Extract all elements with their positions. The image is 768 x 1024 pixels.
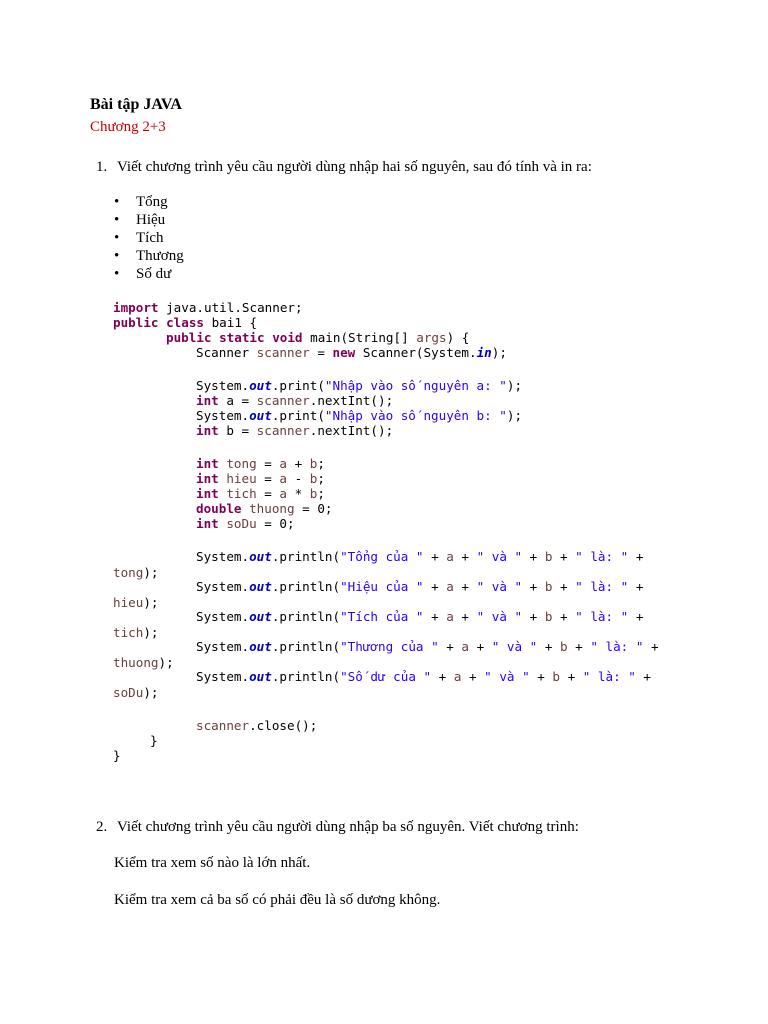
code-text: + xyxy=(635,669,652,684)
document-subtitle: Chương 2+3 xyxy=(90,119,166,135)
question-2-paragraph-2: Kiểm tra xem cả ba số có phải đều là số dương không. xyxy=(114,892,441,908)
code-text: ; xyxy=(317,471,325,486)
code-variable: a xyxy=(279,471,288,486)
code-string: " là: " xyxy=(575,549,629,564)
code-line xyxy=(113,625,159,640)
code-string: "Số dư của " xyxy=(340,669,432,684)
code-text: ); xyxy=(143,625,159,640)
code-string: " là: " xyxy=(590,639,644,654)
code-line xyxy=(196,408,522,423)
code-variable: scanner xyxy=(256,393,310,408)
code-text: .print( xyxy=(271,408,325,423)
code-text: = xyxy=(256,486,280,501)
code-text: .println( xyxy=(271,549,341,564)
question-2-number: 2. xyxy=(96,819,108,835)
code-text: + xyxy=(628,609,644,624)
code-text: } xyxy=(150,733,158,748)
question-1-text: Viết chương trình yêu cầu người dùng nhập hai số nguyên, sau đó tính và in ra: xyxy=(117,159,592,175)
code-variable: b xyxy=(544,549,553,564)
code-text: ); xyxy=(506,408,523,423)
code-string: "Hiệu của " xyxy=(340,579,424,594)
code-variable: hieu xyxy=(113,595,144,610)
code-text: + xyxy=(552,609,576,624)
code-line xyxy=(196,423,393,438)
code-text: * xyxy=(287,486,310,501)
code-line xyxy=(196,669,651,684)
code-variable: args xyxy=(416,330,447,345)
code-line xyxy=(196,609,643,624)
code-keyword: new xyxy=(332,345,356,360)
code-text: ) { xyxy=(446,330,470,345)
code-text: .print( xyxy=(271,378,325,393)
code-text: + xyxy=(423,579,447,594)
code-string: " và " xyxy=(484,669,530,684)
code-line xyxy=(196,501,333,516)
code-variable: b xyxy=(560,639,568,654)
code-text: ); xyxy=(506,378,523,393)
code-variable: b xyxy=(309,456,318,471)
code-text: + xyxy=(522,549,545,564)
code-keyword: class xyxy=(166,315,205,330)
code-text: + xyxy=(431,669,454,684)
code-text: + xyxy=(453,579,477,594)
question-2-text: Viết chương trình yêu cầu người dùng nhập ba số nguyên. Viết chương trình: xyxy=(117,819,579,835)
code-text: = xyxy=(309,345,333,360)
code-text: + xyxy=(552,549,576,564)
code-line xyxy=(113,565,159,580)
code-line xyxy=(113,300,303,315)
code-variable: a xyxy=(446,609,454,624)
code-field: in xyxy=(476,345,492,360)
code-text: .close(); xyxy=(249,718,318,733)
code-text: + xyxy=(529,669,553,684)
code-string: "Thương của " xyxy=(340,639,439,654)
code-variable: tong xyxy=(113,565,144,580)
code-keyword: public xyxy=(113,315,159,330)
code-text: .println( xyxy=(271,639,341,654)
code-text: + xyxy=(287,456,310,471)
code-keyword: void xyxy=(272,330,303,345)
code-variable: b xyxy=(309,486,318,501)
code-line xyxy=(113,748,121,763)
code-text: = xyxy=(256,456,280,471)
code-variable: a xyxy=(279,486,288,501)
code-variable: b xyxy=(544,609,553,624)
code-variable: thuong xyxy=(113,655,159,670)
code-text: .println( xyxy=(271,609,341,624)
code-text: ); xyxy=(143,595,159,610)
code-variable: scanner xyxy=(196,718,250,733)
code-keyword: int xyxy=(196,471,219,486)
code-text: ); xyxy=(143,565,159,580)
code-string: "Tổng của " xyxy=(340,549,424,564)
code-string: "Nhập vào số nguyên a: " xyxy=(324,378,507,393)
code-text: = 0; xyxy=(256,516,295,531)
list-item: Số dư xyxy=(136,266,172,282)
code-variable: a xyxy=(453,669,462,684)
code-text xyxy=(159,315,167,330)
code-variable: thuong xyxy=(241,501,295,516)
code-variable: tich xyxy=(113,625,144,640)
code-line xyxy=(196,639,659,654)
code-text: java.util.Scanner; xyxy=(158,300,303,315)
code-text: b = xyxy=(218,423,257,438)
code-string: "Nhập vào số nguyên b: " xyxy=(324,408,507,423)
document-title: Bài tập JAVA xyxy=(90,96,182,113)
code-string: " là: " xyxy=(575,609,629,624)
code-field: out xyxy=(249,378,272,393)
bullet-icon: • xyxy=(114,230,120,246)
code-variable: b xyxy=(552,669,561,684)
code-line xyxy=(196,516,295,531)
code-string: " và " xyxy=(476,549,523,564)
code-variable: scanner xyxy=(256,423,310,438)
code-text: + xyxy=(522,609,545,624)
code-variable: b xyxy=(309,471,318,486)
code-text: + xyxy=(469,639,492,654)
code-text: ; xyxy=(317,456,325,471)
code-text: bai1 { xyxy=(204,315,258,330)
code-text: + xyxy=(628,549,644,564)
code-text: .println( xyxy=(271,669,341,684)
code-text: main(String[] xyxy=(302,330,417,345)
code-text: - xyxy=(287,471,310,486)
list-item: Hiệu xyxy=(136,212,166,228)
code-line xyxy=(196,549,643,564)
code-text: System. xyxy=(196,378,250,393)
code-keyword: import xyxy=(113,300,159,315)
code-string: " và " xyxy=(491,639,538,654)
code-keyword: int xyxy=(196,456,219,471)
code-text: ); xyxy=(491,345,507,360)
code-line xyxy=(113,655,174,670)
code-string: " và " xyxy=(476,609,523,624)
code-field: out xyxy=(249,579,272,594)
code-text: .nextInt(); xyxy=(309,393,394,408)
code-line xyxy=(166,330,469,345)
code-text: .nextInt(); xyxy=(309,423,394,438)
code-text: + xyxy=(560,669,583,684)
code-variable: hieu xyxy=(218,471,257,486)
question-2-paragraph-1: Kiểm tra xem số nào là lớn nhất. xyxy=(114,855,311,871)
code-line xyxy=(196,393,393,408)
code-text: + xyxy=(643,639,659,654)
code-keyword: static xyxy=(219,330,265,345)
code-variable: a xyxy=(279,456,288,471)
question-1-number: 1. xyxy=(96,159,108,175)
bullet-icon: • xyxy=(114,194,120,210)
code-variable: tich xyxy=(218,486,257,501)
code-text: + xyxy=(453,609,477,624)
code-text: System. xyxy=(196,408,250,423)
code-text: } xyxy=(113,748,121,763)
code-variable: a xyxy=(446,549,454,564)
code-field: out xyxy=(249,639,272,654)
code-text: ); xyxy=(143,685,159,700)
code-line xyxy=(113,685,159,700)
code-text: System. xyxy=(196,549,250,564)
code-variable: soDu xyxy=(218,516,257,531)
code-field: out xyxy=(249,549,272,564)
code-text: System. xyxy=(196,669,250,684)
code-keyword: int xyxy=(196,423,219,438)
code-keyword: int xyxy=(196,393,219,408)
code-line xyxy=(113,315,257,330)
code-string: " và " xyxy=(476,579,523,594)
code-line xyxy=(113,595,159,610)
code-text: Scanner(System. xyxy=(355,345,477,360)
code-keyword: int xyxy=(196,486,219,501)
code-variable: a xyxy=(446,579,454,594)
code-text: ); xyxy=(158,655,174,670)
list-item: Tổng xyxy=(136,194,168,210)
code-line xyxy=(196,378,522,393)
code-text: System. xyxy=(196,639,250,654)
code-text: Scanner xyxy=(196,345,257,360)
code-text: System. xyxy=(196,579,250,594)
code-line xyxy=(196,456,325,471)
code-text: + xyxy=(423,549,447,564)
code-text: + xyxy=(522,579,545,594)
code-text: + xyxy=(461,669,485,684)
bullet-icon: • xyxy=(114,266,120,282)
code-text: + xyxy=(438,639,462,654)
code-string: " là: " xyxy=(575,579,629,594)
code-text: a = xyxy=(218,393,257,408)
code-variable: tong xyxy=(218,456,257,471)
code-text: ; xyxy=(317,486,325,501)
code-keyword: public xyxy=(166,330,212,345)
code-string: "Tích của " xyxy=(340,609,424,624)
code-variable: scanner xyxy=(256,345,310,360)
code-text: = xyxy=(256,471,280,486)
code-line xyxy=(196,718,317,733)
code-text: + xyxy=(628,579,644,594)
code-field: out xyxy=(249,408,272,423)
code-string: " là: " xyxy=(582,669,636,684)
list-item: Tích xyxy=(136,230,164,246)
bullet-icon: • xyxy=(114,212,120,228)
code-text: + xyxy=(453,549,477,564)
code-keyword: int xyxy=(196,516,219,531)
code-line xyxy=(196,471,325,486)
code-text: System. xyxy=(196,609,250,624)
code-line xyxy=(196,345,507,360)
code-line xyxy=(196,579,643,594)
code-text: = 0; xyxy=(294,501,333,516)
code-text: + xyxy=(537,639,560,654)
code-variable: soDu xyxy=(113,685,144,700)
code-variable: a xyxy=(461,639,469,654)
bullet-icon: • xyxy=(114,248,120,264)
code-variable: b xyxy=(544,579,553,594)
code-text: .println( xyxy=(271,579,341,594)
code-text: + xyxy=(552,579,576,594)
code-line xyxy=(196,486,325,501)
code-text: + xyxy=(423,609,447,624)
code-field: out xyxy=(249,609,272,624)
code-field: out xyxy=(249,669,272,684)
code-keyword: double xyxy=(196,501,242,516)
code-line xyxy=(150,733,158,748)
list-item: Thương xyxy=(136,248,184,264)
code-text: + xyxy=(567,639,591,654)
